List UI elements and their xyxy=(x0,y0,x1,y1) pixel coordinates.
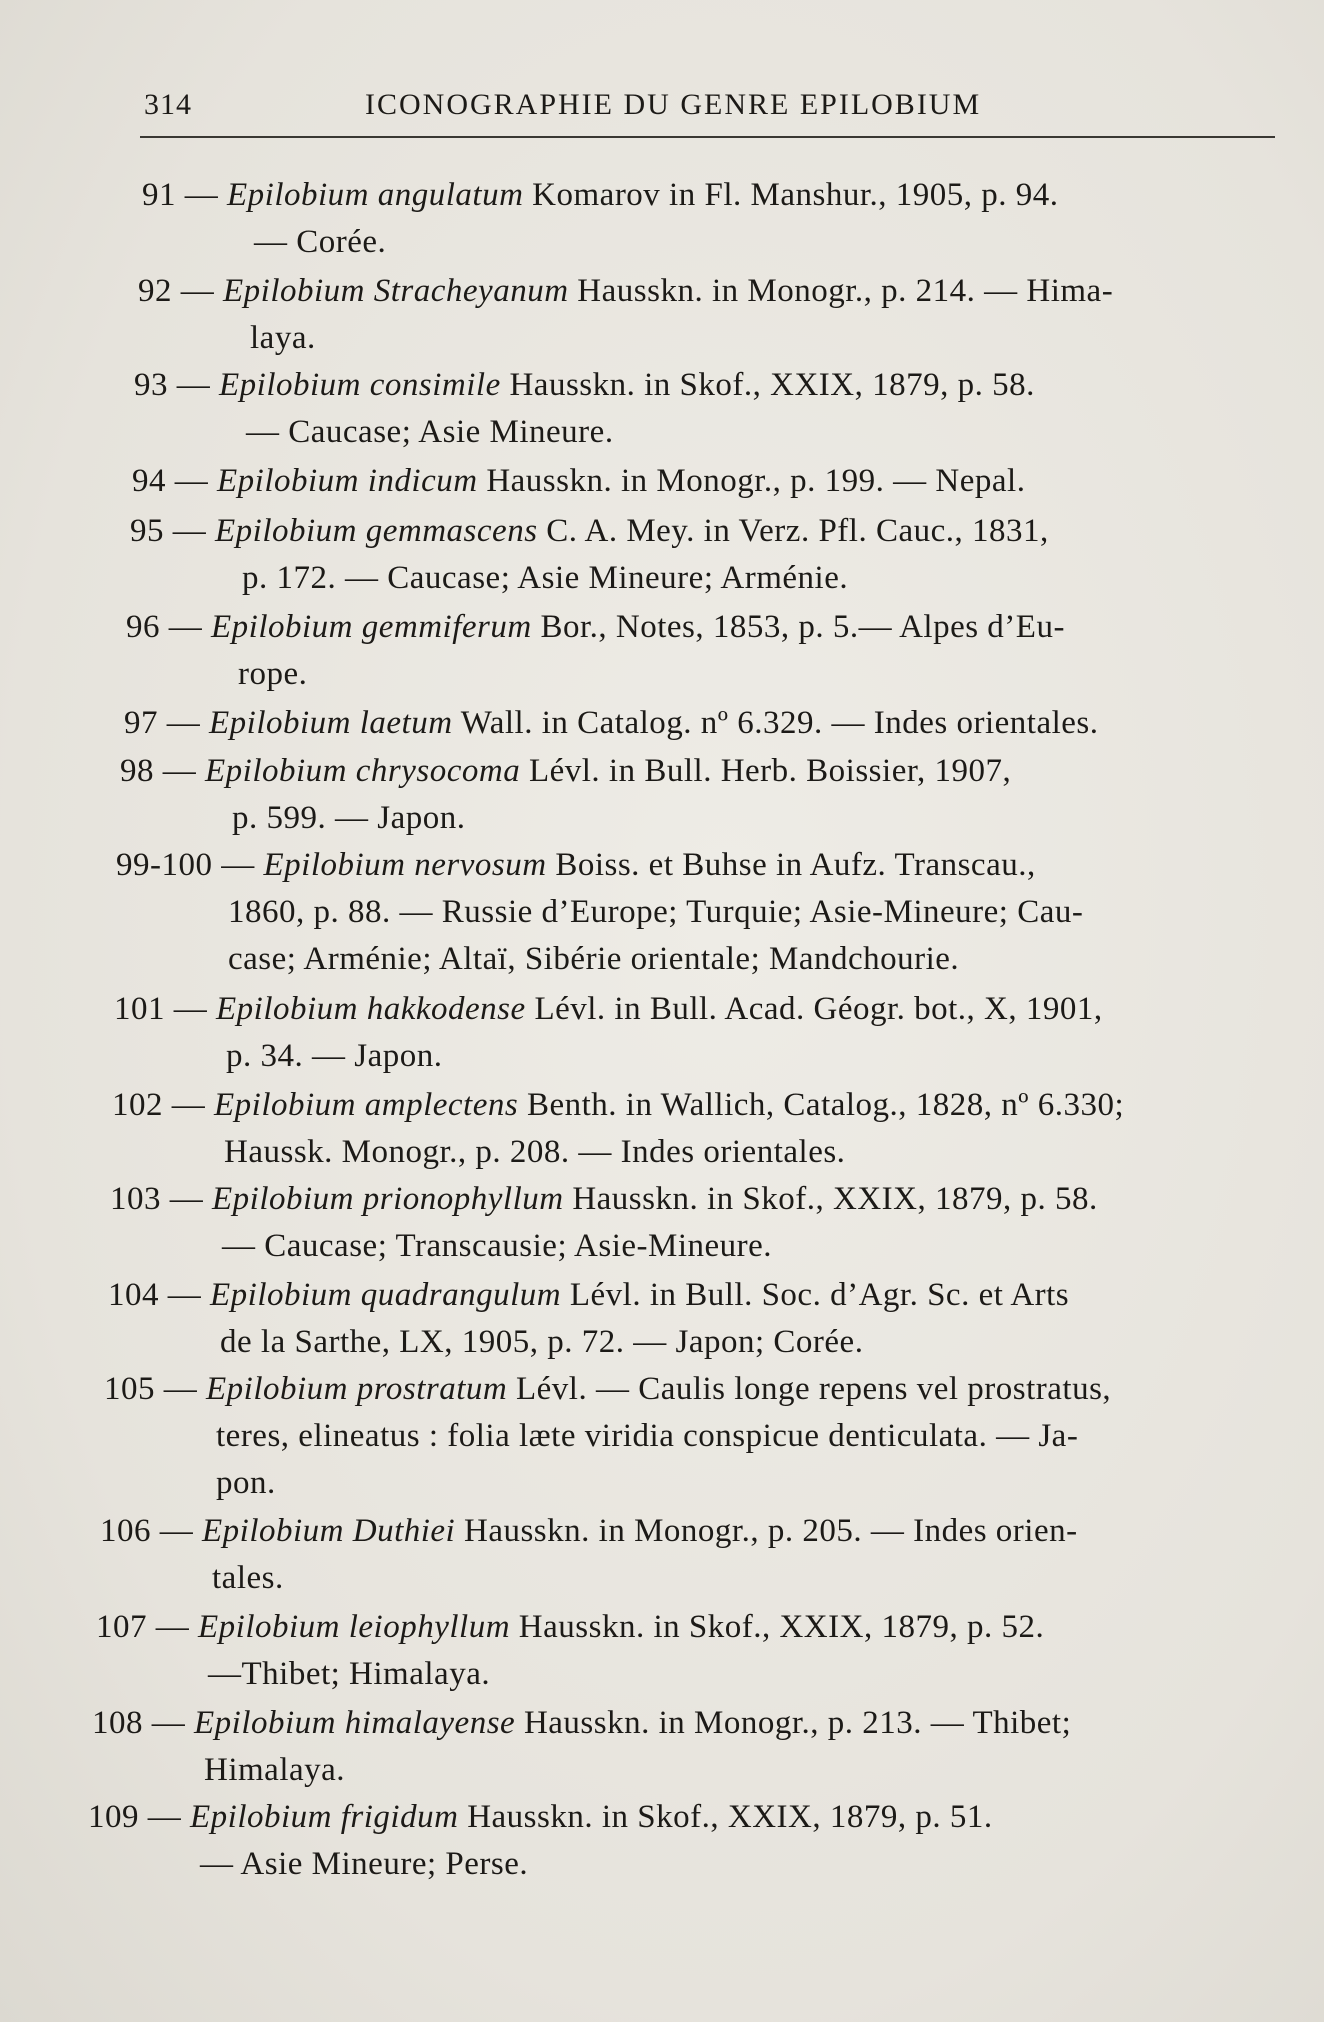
entry-number: 94 xyxy=(132,463,166,499)
entry-number: 108 xyxy=(92,1705,143,1741)
entry-number: 97 xyxy=(124,705,158,741)
species-name: Epilobium angulatum xyxy=(227,177,524,213)
entry-dash: — xyxy=(163,1087,214,1123)
species-entry xyxy=(134,362,1259,456)
entry-number: 95 xyxy=(130,513,164,549)
entry-dash: — xyxy=(158,705,209,741)
entry-citation: Hausskn. in Skof., XXIX, 1879, p. 58. xyxy=(563,1181,1098,1217)
entry-first-line xyxy=(126,609,1065,645)
entry-continuation: case; Arménie; Altaï, Sibérie orientale; Mandchourie. xyxy=(228,941,960,977)
entry-continuation: — Caucase; Asie Mineure. xyxy=(246,414,614,450)
entry-continuation: laya. xyxy=(250,320,316,356)
species-name: Epilobium Duthiei xyxy=(202,1513,456,1549)
entry-dash: — xyxy=(172,273,223,309)
species-entry xyxy=(132,458,1257,505)
entry-citation: Hausskn. in Monogr., p. 205. — Indes orien- xyxy=(455,1513,1078,1549)
entry-continuation: teres, elineatus : folia læte viridia conspicue denticulata. — Ja- xyxy=(216,1418,1079,1454)
species-entry xyxy=(114,986,1239,1080)
entry-first-line xyxy=(142,177,1059,213)
entry-number: 101 xyxy=(114,991,165,1027)
species-entry xyxy=(130,508,1255,602)
page-number: 314 xyxy=(144,88,192,121)
running-title: ICONOGRAPHIE DU GENRE EPILOBIUM xyxy=(365,88,982,121)
entry-first-line xyxy=(92,1705,1071,1741)
entry-citation: Wall. in Catalog. nº 6.329. — Indes orientales. xyxy=(452,705,1099,741)
entry-continuation: Himalaya. xyxy=(204,1752,346,1788)
entry-number: 93 xyxy=(134,367,168,403)
entry-continuation: Haussk. Monogr., p. 208. — Indes orientales. xyxy=(224,1134,846,1170)
entry-first-line xyxy=(130,513,1049,549)
entry-first-line xyxy=(112,1087,1124,1123)
entry-citation: Bor., Notes, 1853, p. 5.— Alpes d’Eu- xyxy=(531,609,1065,645)
entry-dash: — xyxy=(155,1371,206,1407)
entry-dash: — xyxy=(176,177,227,213)
species-entry xyxy=(120,748,1245,842)
entry-number: 102 xyxy=(112,1087,163,1123)
entry-dash: — xyxy=(164,513,215,549)
entry-citation: Hausskn. in Skof., XXIX, 1879, p. 58. xyxy=(500,367,1035,403)
entry-first-line xyxy=(138,273,1113,309)
species-entry xyxy=(138,268,1263,362)
entry-dash: — xyxy=(154,753,205,789)
entry-number: 105 xyxy=(104,1371,155,1407)
species-name: Epilobium chrysocoma xyxy=(205,753,521,789)
species-name: Epilobium gemmiferum xyxy=(211,609,532,645)
entry-dash: — xyxy=(161,1181,212,1217)
species-name: Epilobium quadrangulum xyxy=(210,1277,562,1313)
entry-first-line xyxy=(120,753,1011,789)
entry-dash: — xyxy=(160,609,211,645)
entry-citation: Hausskn. in Monogr., p. 199. — Nepal. xyxy=(477,463,1026,499)
entry-continuation: tales. xyxy=(212,1560,284,1596)
page-header xyxy=(140,88,1275,138)
species-name: Epilobium Stracheyanum xyxy=(223,273,569,309)
entry-continuation: p. 34. — Japon. xyxy=(226,1038,443,1074)
entry-dash: — xyxy=(212,847,264,883)
entry-first-line xyxy=(108,1277,1069,1313)
entry-first-line xyxy=(88,1799,993,1835)
species-entry xyxy=(112,1082,1237,1176)
species-name: Epilobium laetum xyxy=(209,705,453,741)
entry-first-line xyxy=(116,847,1036,883)
entry-continuation: de la Sarthe, LX, 1905, p. 72. — Japon; Corée. xyxy=(220,1324,864,1360)
species-entry xyxy=(108,1272,1233,1366)
entry-number: 96 xyxy=(126,609,160,645)
species-entry xyxy=(110,1176,1235,1270)
entry-number: 103 xyxy=(110,1181,161,1217)
entry-dash: — xyxy=(143,1705,194,1741)
species-name: Epilobium indicum xyxy=(217,463,478,499)
species-name: Epilobium leiophyllum xyxy=(198,1609,511,1645)
entry-number: 92 xyxy=(138,273,172,309)
entry-citation: Lévl. in Bull. Acad. Géogr. bot., X, 1901, xyxy=(525,991,1103,1027)
entry-dash: — xyxy=(139,1799,190,1835)
entry-number: 98 xyxy=(120,753,154,789)
species-entry xyxy=(126,604,1251,698)
entry-continuation: p. 599. — Japon. xyxy=(232,800,466,836)
entry-number: 107 xyxy=(96,1609,147,1645)
entry-citation: Komarov in Fl. Manshur., 1905, p. 94. xyxy=(523,177,1059,213)
entry-number: 99-100 xyxy=(116,847,213,883)
entry-citation: Hausskn. in Skof., XXIX, 1879, p. 51. xyxy=(458,1799,993,1835)
species-name: Epilobium prostratum xyxy=(206,1371,508,1407)
entry-first-line xyxy=(134,367,1035,403)
entry-citation: Hausskn. in Skof., XXIX, 1879, p. 52. xyxy=(510,1609,1045,1645)
species-entry xyxy=(100,1508,1225,1602)
species-entry xyxy=(124,700,1249,747)
entry-number: 91 xyxy=(142,177,176,213)
entry-first-line xyxy=(110,1181,1098,1217)
species-entry xyxy=(142,172,1267,266)
entry-number: 104 xyxy=(108,1277,159,1313)
entry-continuation: — Asie Mineure; Perse. xyxy=(200,1846,529,1882)
entry-first-line xyxy=(114,991,1103,1027)
entry-citation: Lévl. in Bull. Herb. Boissier, 1907, xyxy=(520,753,1012,789)
entry-first-line xyxy=(132,463,1025,499)
entry-dash: — xyxy=(166,463,217,499)
entry-continuation: —Thibet; Himalaya. xyxy=(208,1656,491,1692)
species-name: Epilobium hakkodense xyxy=(216,991,526,1027)
species-entry xyxy=(104,1366,1229,1507)
entry-first-line xyxy=(96,1609,1044,1645)
entry-citation: Lévl. — Caulis longe repens vel prostratus, xyxy=(507,1371,1112,1407)
species-name: Epilobium himalayense xyxy=(194,1705,516,1741)
species-name: Epilobium frigidum xyxy=(190,1799,459,1835)
entry-continuation: pon. xyxy=(216,1465,276,1501)
species-name: Epilobium consimile xyxy=(219,367,501,403)
entry-continuation: p. 172. — Caucase; Asie Mineure; Arménie. xyxy=(242,560,849,596)
species-name: Epilobium amplectens xyxy=(214,1087,519,1123)
entry-dash: — xyxy=(165,991,216,1027)
entry-citation: Benth. in Wallich, Catalog., 1828, nº 6.330; xyxy=(518,1087,1125,1123)
species-name: Epilobium gemmascens xyxy=(215,513,538,549)
entry-dash: — xyxy=(147,1609,198,1645)
entry-citation: Hausskn. in Monogr., p. 214. — Hima- xyxy=(568,273,1114,309)
species-entry xyxy=(96,1604,1221,1698)
species-name: Epilobium nervosum xyxy=(263,847,547,883)
entry-number: 106 xyxy=(100,1513,151,1549)
entry-continuation: — Caucase; Transcausie; Asie-Mineure. xyxy=(222,1228,773,1264)
entry-first-line xyxy=(104,1371,1111,1407)
entry-citation: Hausskn. in Monogr., p. 213. — Thibet; xyxy=(515,1705,1072,1741)
species-entry xyxy=(92,1700,1217,1794)
entry-continuation: — Corée. xyxy=(254,224,387,260)
entry-dash: — xyxy=(168,367,219,403)
entry-citation: Lévl. in Bull. Soc. d’Agr. Sc. et Arts xyxy=(561,1277,1070,1313)
entry-continuation: 1860, p. 88. — Russie d’Europe; Turquie; Asie-Mineure; Cau- xyxy=(228,894,1084,930)
species-entry xyxy=(116,842,1241,983)
entry-citation: Boiss. et Buhse in Aufz. Transcau., xyxy=(546,847,1036,883)
species-name: Epilobium prionophyllum xyxy=(212,1181,564,1217)
entry-dash: — xyxy=(151,1513,202,1549)
entry-citation: C. A. Mey. in Verz. Pfl. Cauc., 1831, xyxy=(537,513,1049,549)
species-entry xyxy=(88,1794,1213,1888)
entry-first-line xyxy=(124,705,1099,741)
entry-dash: — xyxy=(159,1277,210,1313)
entry-first-line xyxy=(100,1513,1078,1549)
entry-number: 109 xyxy=(88,1799,139,1835)
entry-continuation: rope. xyxy=(238,656,308,692)
